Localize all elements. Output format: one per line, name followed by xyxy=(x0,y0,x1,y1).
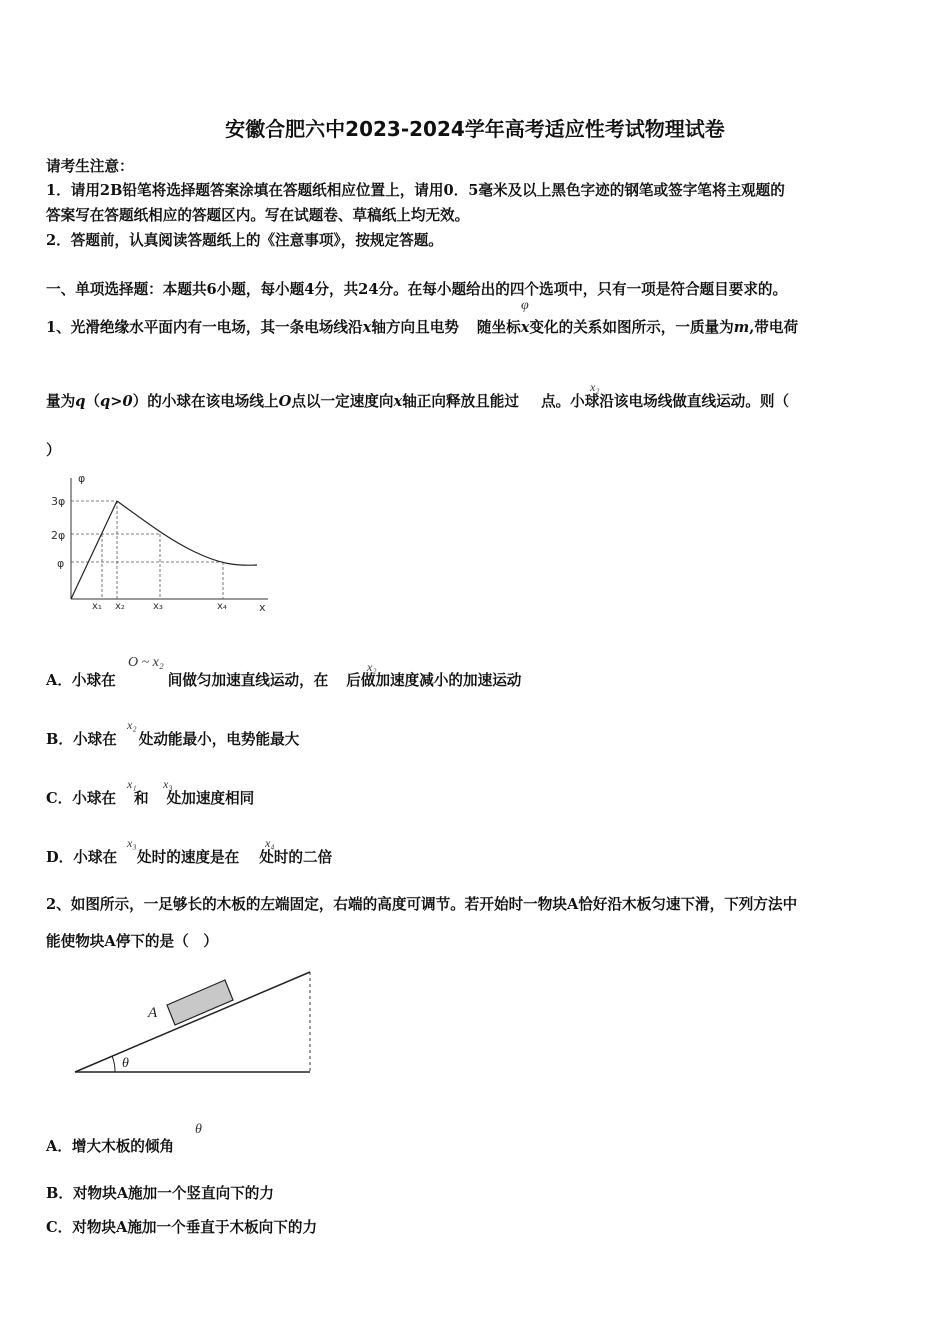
x-tick-x3: x₃ xyxy=(153,601,163,612)
x-tick-x1: x₁ xyxy=(92,601,102,612)
q1-option-d[interactable]: D．小球在 处时的速度是在 处时的二倍 xyxy=(46,849,333,866)
q1-option-d-x4: x₄ xyxy=(265,836,275,850)
q1-option-d-x3: x₃ xyxy=(127,836,137,850)
potential-graph xyxy=(40,470,280,620)
phi-symbol: φ xyxy=(521,298,529,313)
block-label: A xyxy=(148,1005,158,1021)
angle-arc xyxy=(112,1056,115,1072)
x-axis-label: x xyxy=(259,601,266,614)
question-1-line-1: 1、光滑绝缘水平面内有一电场，其一条电场线沿x轴方向且电势 随坐标x变化的关系如图所示，一质量为m,带电荷 xyxy=(46,319,799,336)
q2-option-b[interactable]: B．对物块A施加一个竖直向下的力 xyxy=(46,1185,274,1202)
q2-option-a-theta: θ xyxy=(195,1122,202,1137)
notice-heading: 请考生注意： xyxy=(46,158,134,175)
potential-decay-curve xyxy=(117,501,257,565)
q2-option-a[interactable]: A．增大木板的倾角 xyxy=(46,1138,175,1155)
potential-rise-line xyxy=(71,501,117,599)
q1-option-a-range: O ~ x₂ xyxy=(128,655,164,670)
y-tick-3phi: 3φ xyxy=(51,495,66,508)
section-heading: 一、单项选择题：本题共6小题，每小题4分，共24分。在每小题给出的四个选项中，只有一项是符合题目要求的。 xyxy=(46,281,788,298)
y-tick-2phi: 2φ xyxy=(51,529,66,542)
y-tick-phi: φ xyxy=(57,557,65,570)
question-1-line-3: ） xyxy=(46,442,61,459)
q1-option-c-x3: x₃ xyxy=(163,777,173,791)
angle-label: θ xyxy=(122,1056,129,1071)
q1-option-b[interactable]: B．小球在 处动能最小，电势能最大 xyxy=(46,731,300,748)
question-2-line-2: 能使物块A停下的是（ ） xyxy=(46,933,218,950)
question-1-line-2: 量为q（q>0）的小球在该电场线上O点以一定速度向x轴正向释放且能过 点。小球沿该电场线做直线运动。则（ xyxy=(46,393,790,410)
page-title: 安徽合肥六中2023-2024学年高考适应性考试物理试卷 xyxy=(225,117,725,141)
q1-option-b-x2: x₂ xyxy=(127,718,137,732)
notice-line-1: 1．请用2B铅笔将选择题答案涂填在答题纸相应位置上，请用0．5毫米及以上黑色字迹的钢笔或签字笔将主观题的 xyxy=(46,182,785,199)
notice-line-2: 答案写在答题纸相应的答题区内。写在试题卷、草稿纸上均无效。 xyxy=(46,207,470,224)
q1-option-c[interactable]: C．小球在 和 处加速度相同 xyxy=(46,790,255,807)
q2-option-c[interactable]: C．对物块A施加一个垂直于木板向下的力 xyxy=(46,1219,318,1236)
notice-line-3: 2．答题前，认真阅读答题纸上的《注意事项》，按规定答题。 xyxy=(46,232,443,249)
question-2-line-1: 2、如图所示，一足够长的木板的左端固定，右端的高度可调节。若开始时一物块A恰好沿木板匀速下滑，下列方法中 xyxy=(46,896,798,913)
x2-symbol: x₂ xyxy=(590,380,600,394)
q1-option-a-x2: x₂ xyxy=(367,660,377,674)
x-tick-x4: x₄ xyxy=(217,601,227,612)
q1-option-c-x1: x₁ xyxy=(127,777,137,791)
y-axis-label: φ xyxy=(78,472,86,485)
q1-option-a[interactable]: A．小球在 间做匀加速直线运动，在 后做加速度减小的加速运动 xyxy=(46,672,522,689)
incline-figure xyxy=(70,962,320,1082)
x-tick-x2: x₂ xyxy=(115,601,125,612)
board-line xyxy=(75,972,310,1072)
